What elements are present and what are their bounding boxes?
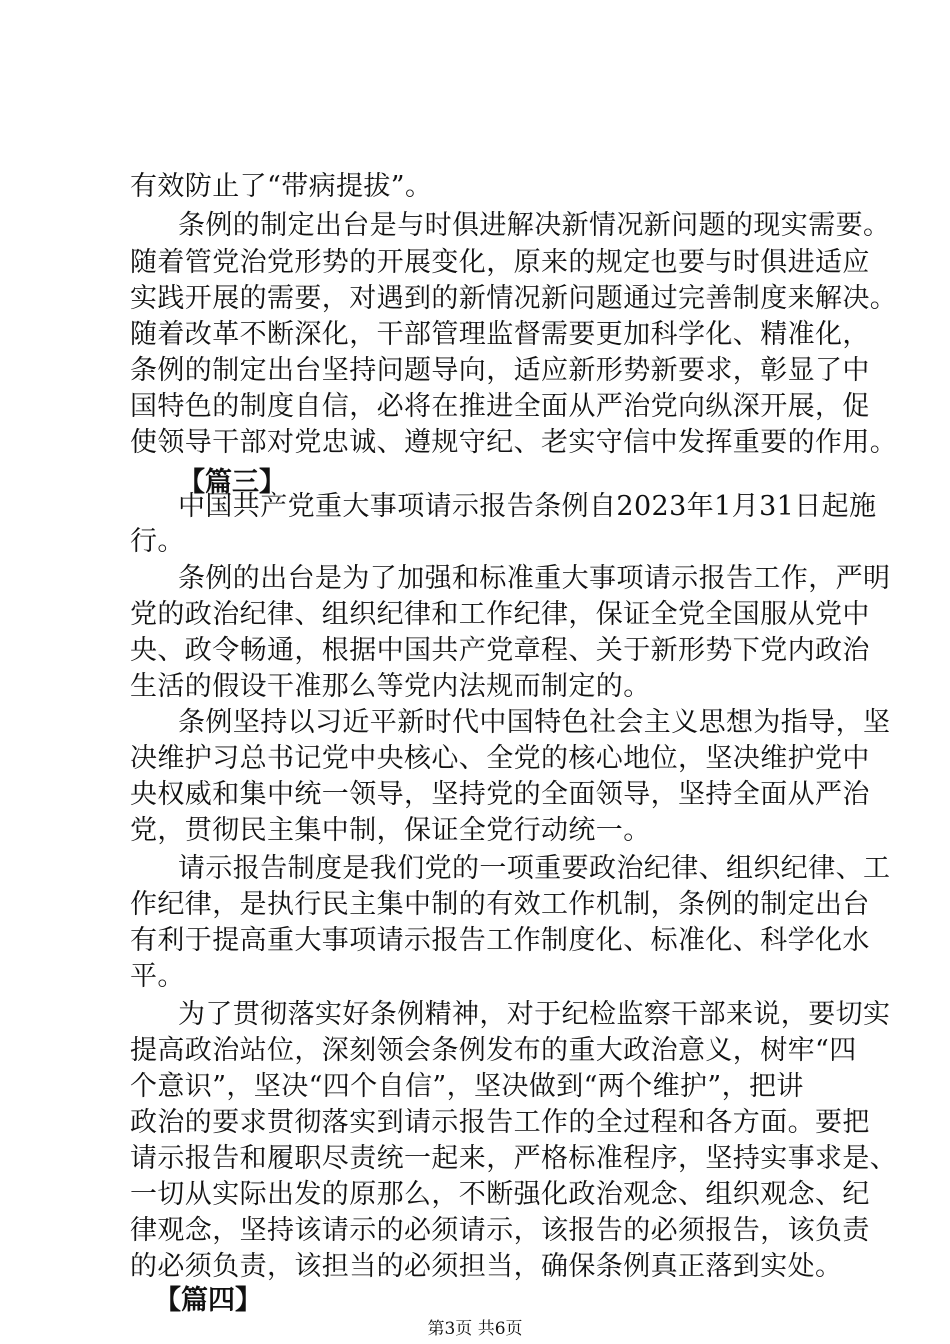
text-line: 条例的制定出台是与时俱进解决新情况新问题的现实需要。 xyxy=(178,210,891,241)
text-line: 提高政治站位，深刻领会条例发布的重大政治意义，树牢“四 xyxy=(130,1035,857,1066)
text-line: 律观念，坚持该请示的必须请示，该报告的必须报告，该负责 xyxy=(130,1215,870,1246)
text-line: 党的政治纪律、组织纪律和工作纪律，保证全党全国服从党中 xyxy=(130,599,870,630)
text-line: 作纪律，是执行民主集中制的有效工作机制，条例的制定出台 xyxy=(130,889,870,920)
page-footer: 第3页 共6页 xyxy=(427,1319,523,1339)
text-line: 决维护习总书记党中央核心、全党的核心地位，坚决维护党中 xyxy=(130,743,870,774)
text-line: 有利于提高重大事项请示报告工作制度化、标准化、科学化水 xyxy=(130,925,870,956)
text-line: 请示报告制度是我们党的一项重要政治纪律、组织纪律、工 xyxy=(178,853,891,884)
text-line: 央、政令畅通，根据中国共产党章程、关于新形势下党内政治 xyxy=(130,635,870,666)
text-line: 平。 xyxy=(130,961,185,992)
section-heading: 【篇三】 xyxy=(178,467,286,498)
text-line: 央权威和集中统一领导，坚持党的全面领导，坚持全面从严治 xyxy=(130,779,870,810)
text-line: 国特色的制度自信，必将在推进全面从严治党向纵深开展，促 xyxy=(130,391,870,422)
text-line: 中国共产党重大事项请示报告条例自2023年1月31日起施 xyxy=(178,491,877,522)
section-heading: 【篇四】 xyxy=(154,1285,262,1316)
text-line: 条例坚持以习近平新时代中国特色社会主义思想为指导，坚 xyxy=(178,707,891,738)
text-line: 的必须负责，该担当的必须担当，确保条例真正落到实处。 xyxy=(130,1251,843,1282)
text-line: 条例的出台是为了加强和标准重大事项请示报告工作，严明 xyxy=(178,563,891,594)
text-line: 政治的要求贯彻落实到请示报告工作的全过程和各方面。要把 xyxy=(130,1107,870,1138)
text-line: 随着改革不断深化，干部管理监督需要更加科学化、精准化， xyxy=(130,319,870,350)
text-line: 个意识”，坚决“四个自信”，坚决做到“两个维护”，把讲 xyxy=(130,1071,804,1102)
text-line: 一切从实际出发的原那么，不断强化政治观念、组织观念、纪 xyxy=(130,1179,870,1210)
text-line: 为了贯彻落实好条例精神，对于纪检监察干部来说，要切实 xyxy=(178,999,891,1030)
text-line: 实践开展的需要，对遇到的新情况新问题通过完善制度来解决。 xyxy=(130,283,898,314)
text-line: 生活的假设干准那么等党内法规而制定的。 xyxy=(130,671,651,702)
text-line: 使领导干部对党忠诚、遵规守纪、老实守信中发挥重要的作用。 xyxy=(130,427,898,458)
text-line: 请示报告和履职尽责统一起来，严格标准程序，坚持实事求是、 xyxy=(130,1143,898,1174)
text-line: 随着管党治党形势的开展变化，原来的规定也要与时俱进适应 xyxy=(130,247,870,278)
text-line: 有效防止了“带病提拔”。 xyxy=(130,171,433,202)
text-line: 党，贯彻民主集中制，保证全党行动统一。 xyxy=(130,815,651,846)
text-line: 行。 xyxy=(130,526,185,557)
text-line: 条例的制定出台坚持问题导向，适应新形势新要求，彰显了中 xyxy=(130,355,870,386)
